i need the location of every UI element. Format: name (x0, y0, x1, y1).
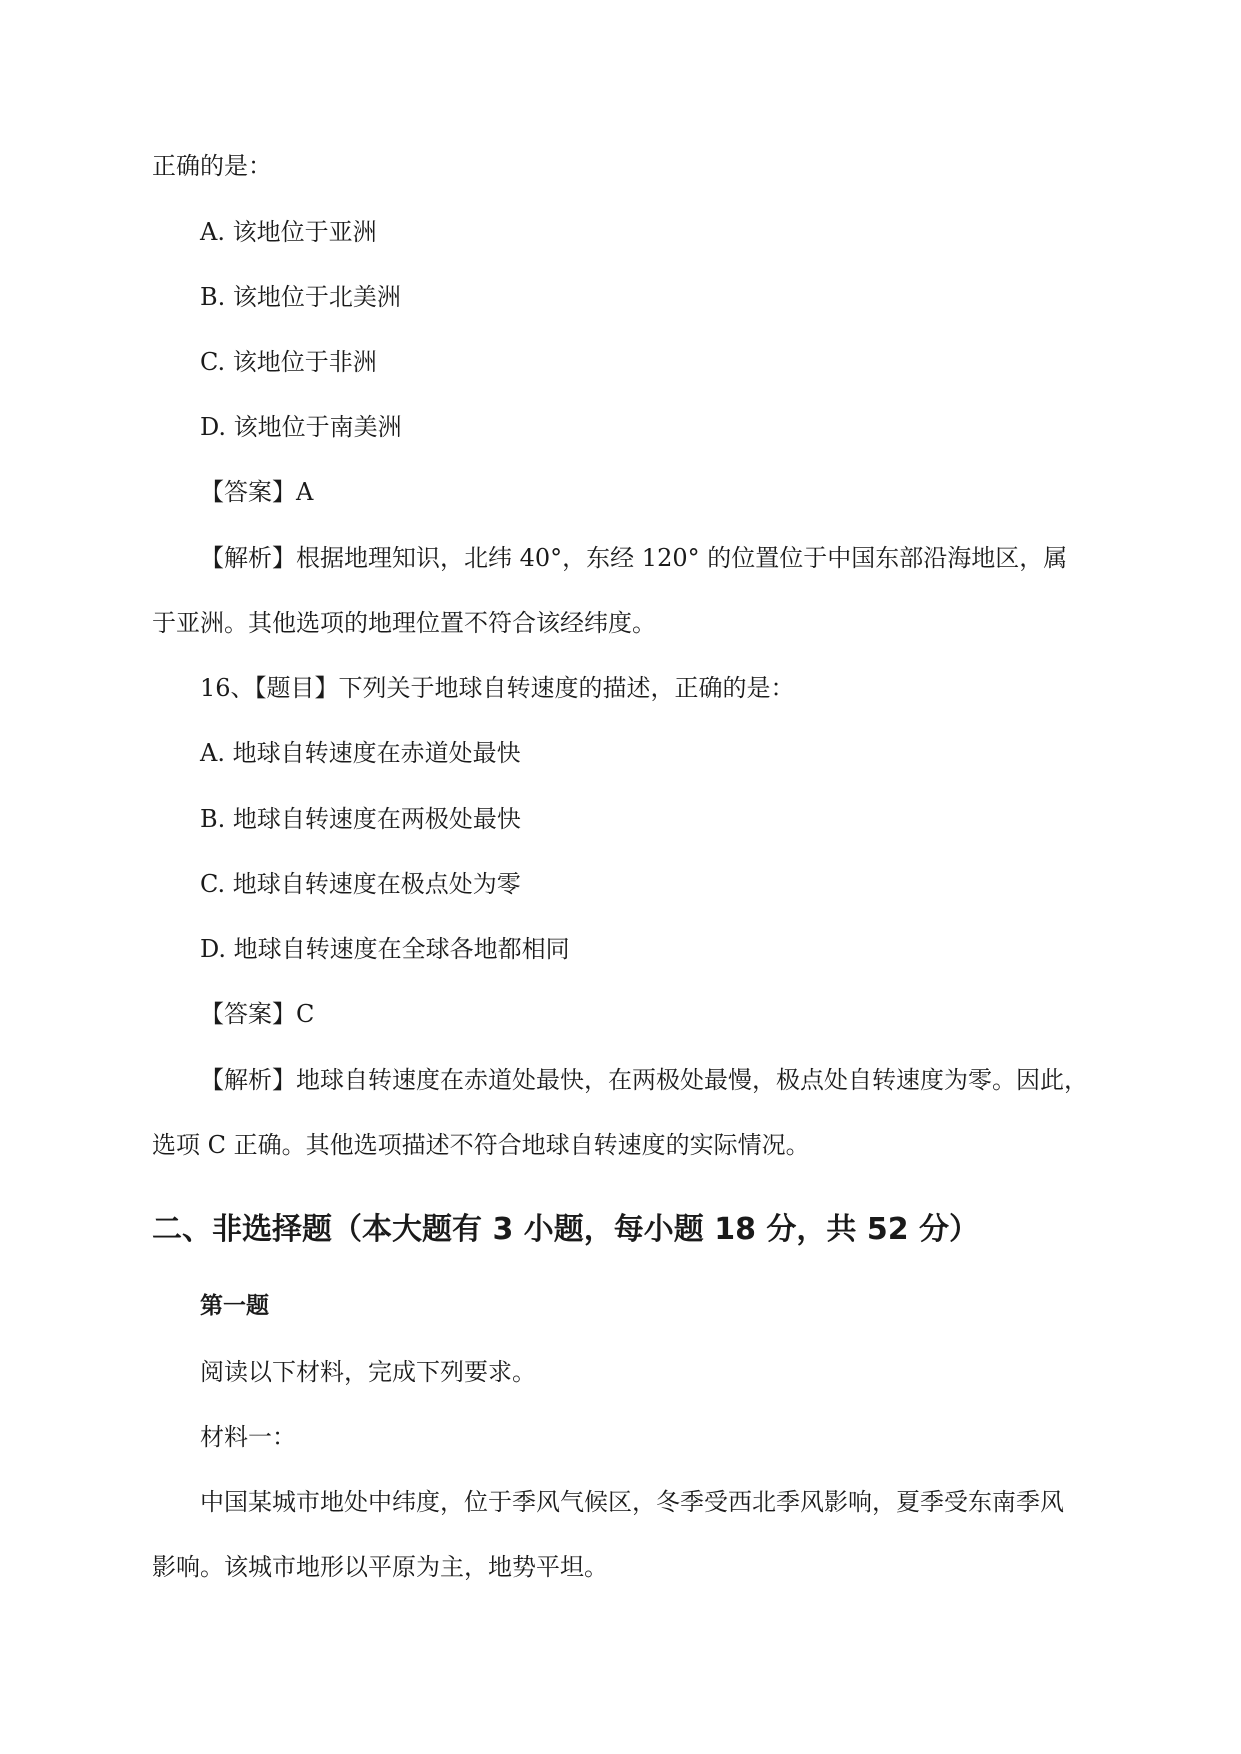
q16-option-a: A. 地球自转速度在赤道处最快 (200, 739, 521, 767)
q15-analysis-line2: 于亚洲。其他选项的地理位置不符合该经纬度。 (152, 609, 656, 637)
material-line1: 中国某城市地处中纬度，位于季风气候区，冬季受西北季风影响，夏季受东南季风 (200, 1488, 1064, 1516)
q15-option-a: A. 该地位于亚洲 (200, 218, 377, 246)
first-question-label: 第一题 (200, 1293, 269, 1319)
section-heading: 二、非选择题（本大题有 3 小题，每小题 18 分，共 52 分） (152, 1212, 980, 1247)
q16-option-d: D. 地球自转速度在全球各地都相同 (200, 935, 570, 963)
q15-option-c: C. 该地位于非洲 (200, 348, 377, 376)
q16-analysis-line2: 选项 C 正确。其他选项描述不符合地球自转速度的实际情况。 (152, 1131, 810, 1159)
q15-option-d: D. 该地位于南美洲 (200, 413, 402, 441)
instruction-text: 阅读以下材料，完成下列要求。 (200, 1358, 536, 1386)
q16-option-c: C. 地球自转速度在极点处为零 (200, 870, 521, 898)
q16-option-b: B. 地球自转速度在两极处最快 (200, 805, 521, 833)
q16-analysis-line1: 【解析】地球自转速度在赤道处最快，在两极处最慢，极点处自转速度为零。因此， (200, 1066, 1088, 1094)
q15-analysis-line1: 【解析】根据地理知识，北纬 40°，东经 120° 的位置位于中国东部沿海地区，属 (200, 544, 1068, 572)
material-label: 材料一： (200, 1423, 296, 1451)
q15-answer: 【答案】A (200, 478, 314, 506)
q16-answer: 【答案】C (200, 1000, 315, 1028)
q16-stem: 16、【题目】下列关于地球自转速度的描述，正确的是： (200, 674, 795, 702)
q15-option-b: B. 该地位于北美洲 (200, 283, 401, 311)
q15-stem-tail: 正确的是： (152, 152, 272, 180)
material-line2: 影响。该城市地形以平原为主，地势平坦。 (152, 1553, 608, 1581)
